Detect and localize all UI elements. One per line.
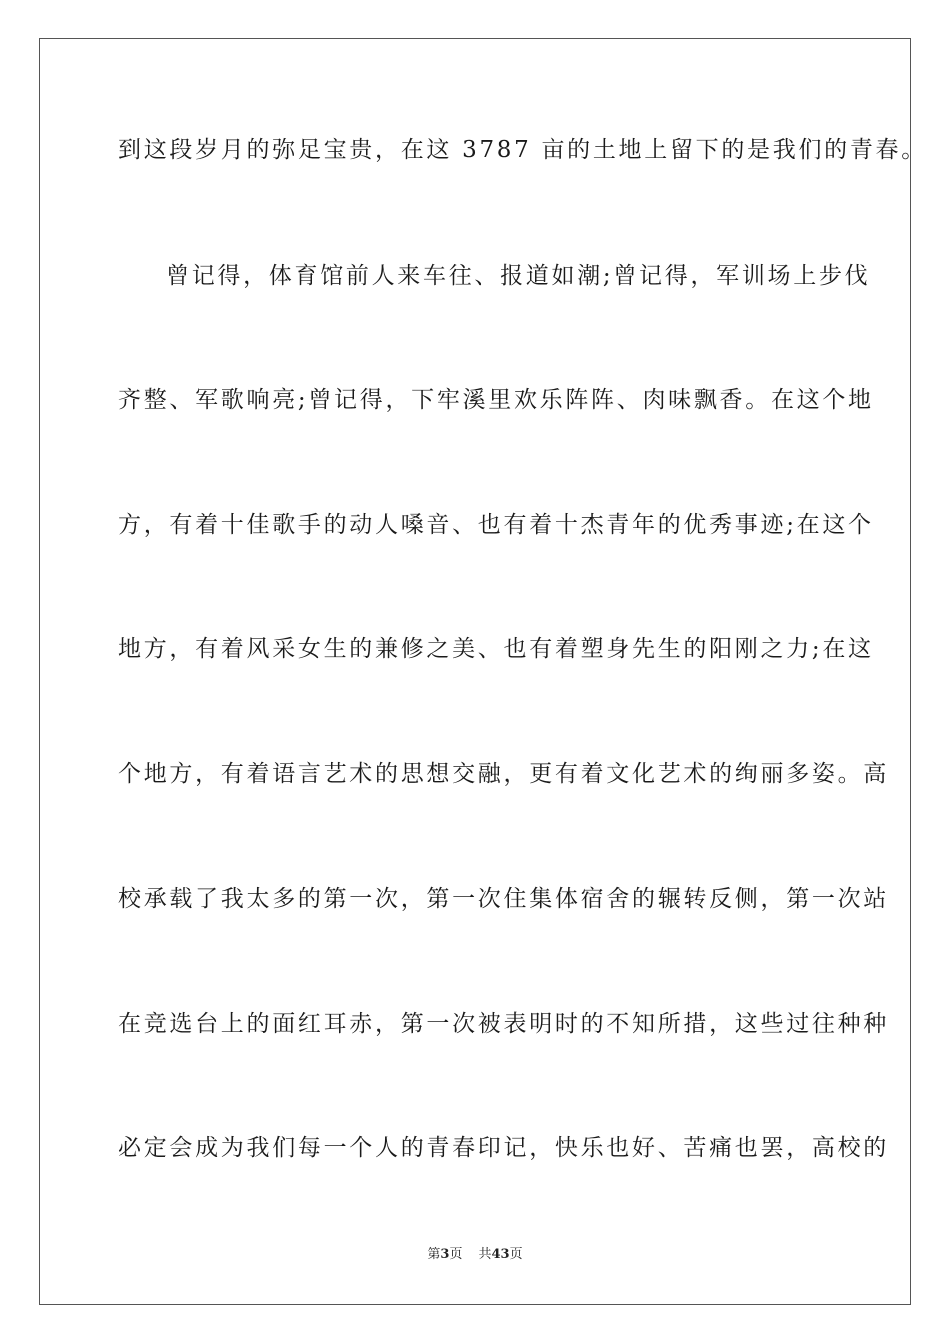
body-text-line: 到这段岁月的弥足宝贵，在这 3787 亩的土地上留下的是我们的青春。 — [118, 137, 927, 163]
page-prefix: 第 — [427, 1247, 441, 1262]
body-text-line: 必定会成为我们每一个人的青春印记，快乐也好、苦痛也罢，高校的 — [118, 1135, 889, 1161]
body-text-line: 个地方，有着语言艺术的思想交融，更有着文化艺术的绚丽多姿。高 — [118, 761, 889, 787]
body-text-line: 地方，有着风采女生的兼修之美、也有着塑身先生的阳刚之力;在这 — [118, 636, 874, 662]
body-text-line: 校承载了我太多的第一次，第一次住集体宿舍的辗转反侧，第一次站 — [118, 886, 889, 912]
paragraph-first-line: 曾记得，体育馆前人来车往、报道如潮;曾记得，军训场上步伐 — [166, 263, 871, 289]
page-footer — [0, 1246, 950, 1264]
total-pages: 43 — [491, 1247, 510, 1262]
body-text-line: 在竞选台上的面红耳赤，第一次被表明时的不知所措，这些过往种种 — [118, 1011, 889, 1037]
total-suffix: 页 — [509, 1247, 523, 1262]
total-prefix: 共 — [478, 1247, 492, 1262]
page-number: 3 — [440, 1247, 450, 1262]
body-text-line: 齐整、军歌响亮;曾记得，下牢溪里欢乐阵阵、肉味飘香。在这个地 — [118, 387, 874, 413]
page-suffix: 页 — [449, 1247, 463, 1262]
page-frame — [39, 38, 927, 1305]
body-text-line: 方，有着十佳歌手的动人嗓音、也有着十杰青年的优秀事迹;在这个 — [118, 512, 874, 538]
